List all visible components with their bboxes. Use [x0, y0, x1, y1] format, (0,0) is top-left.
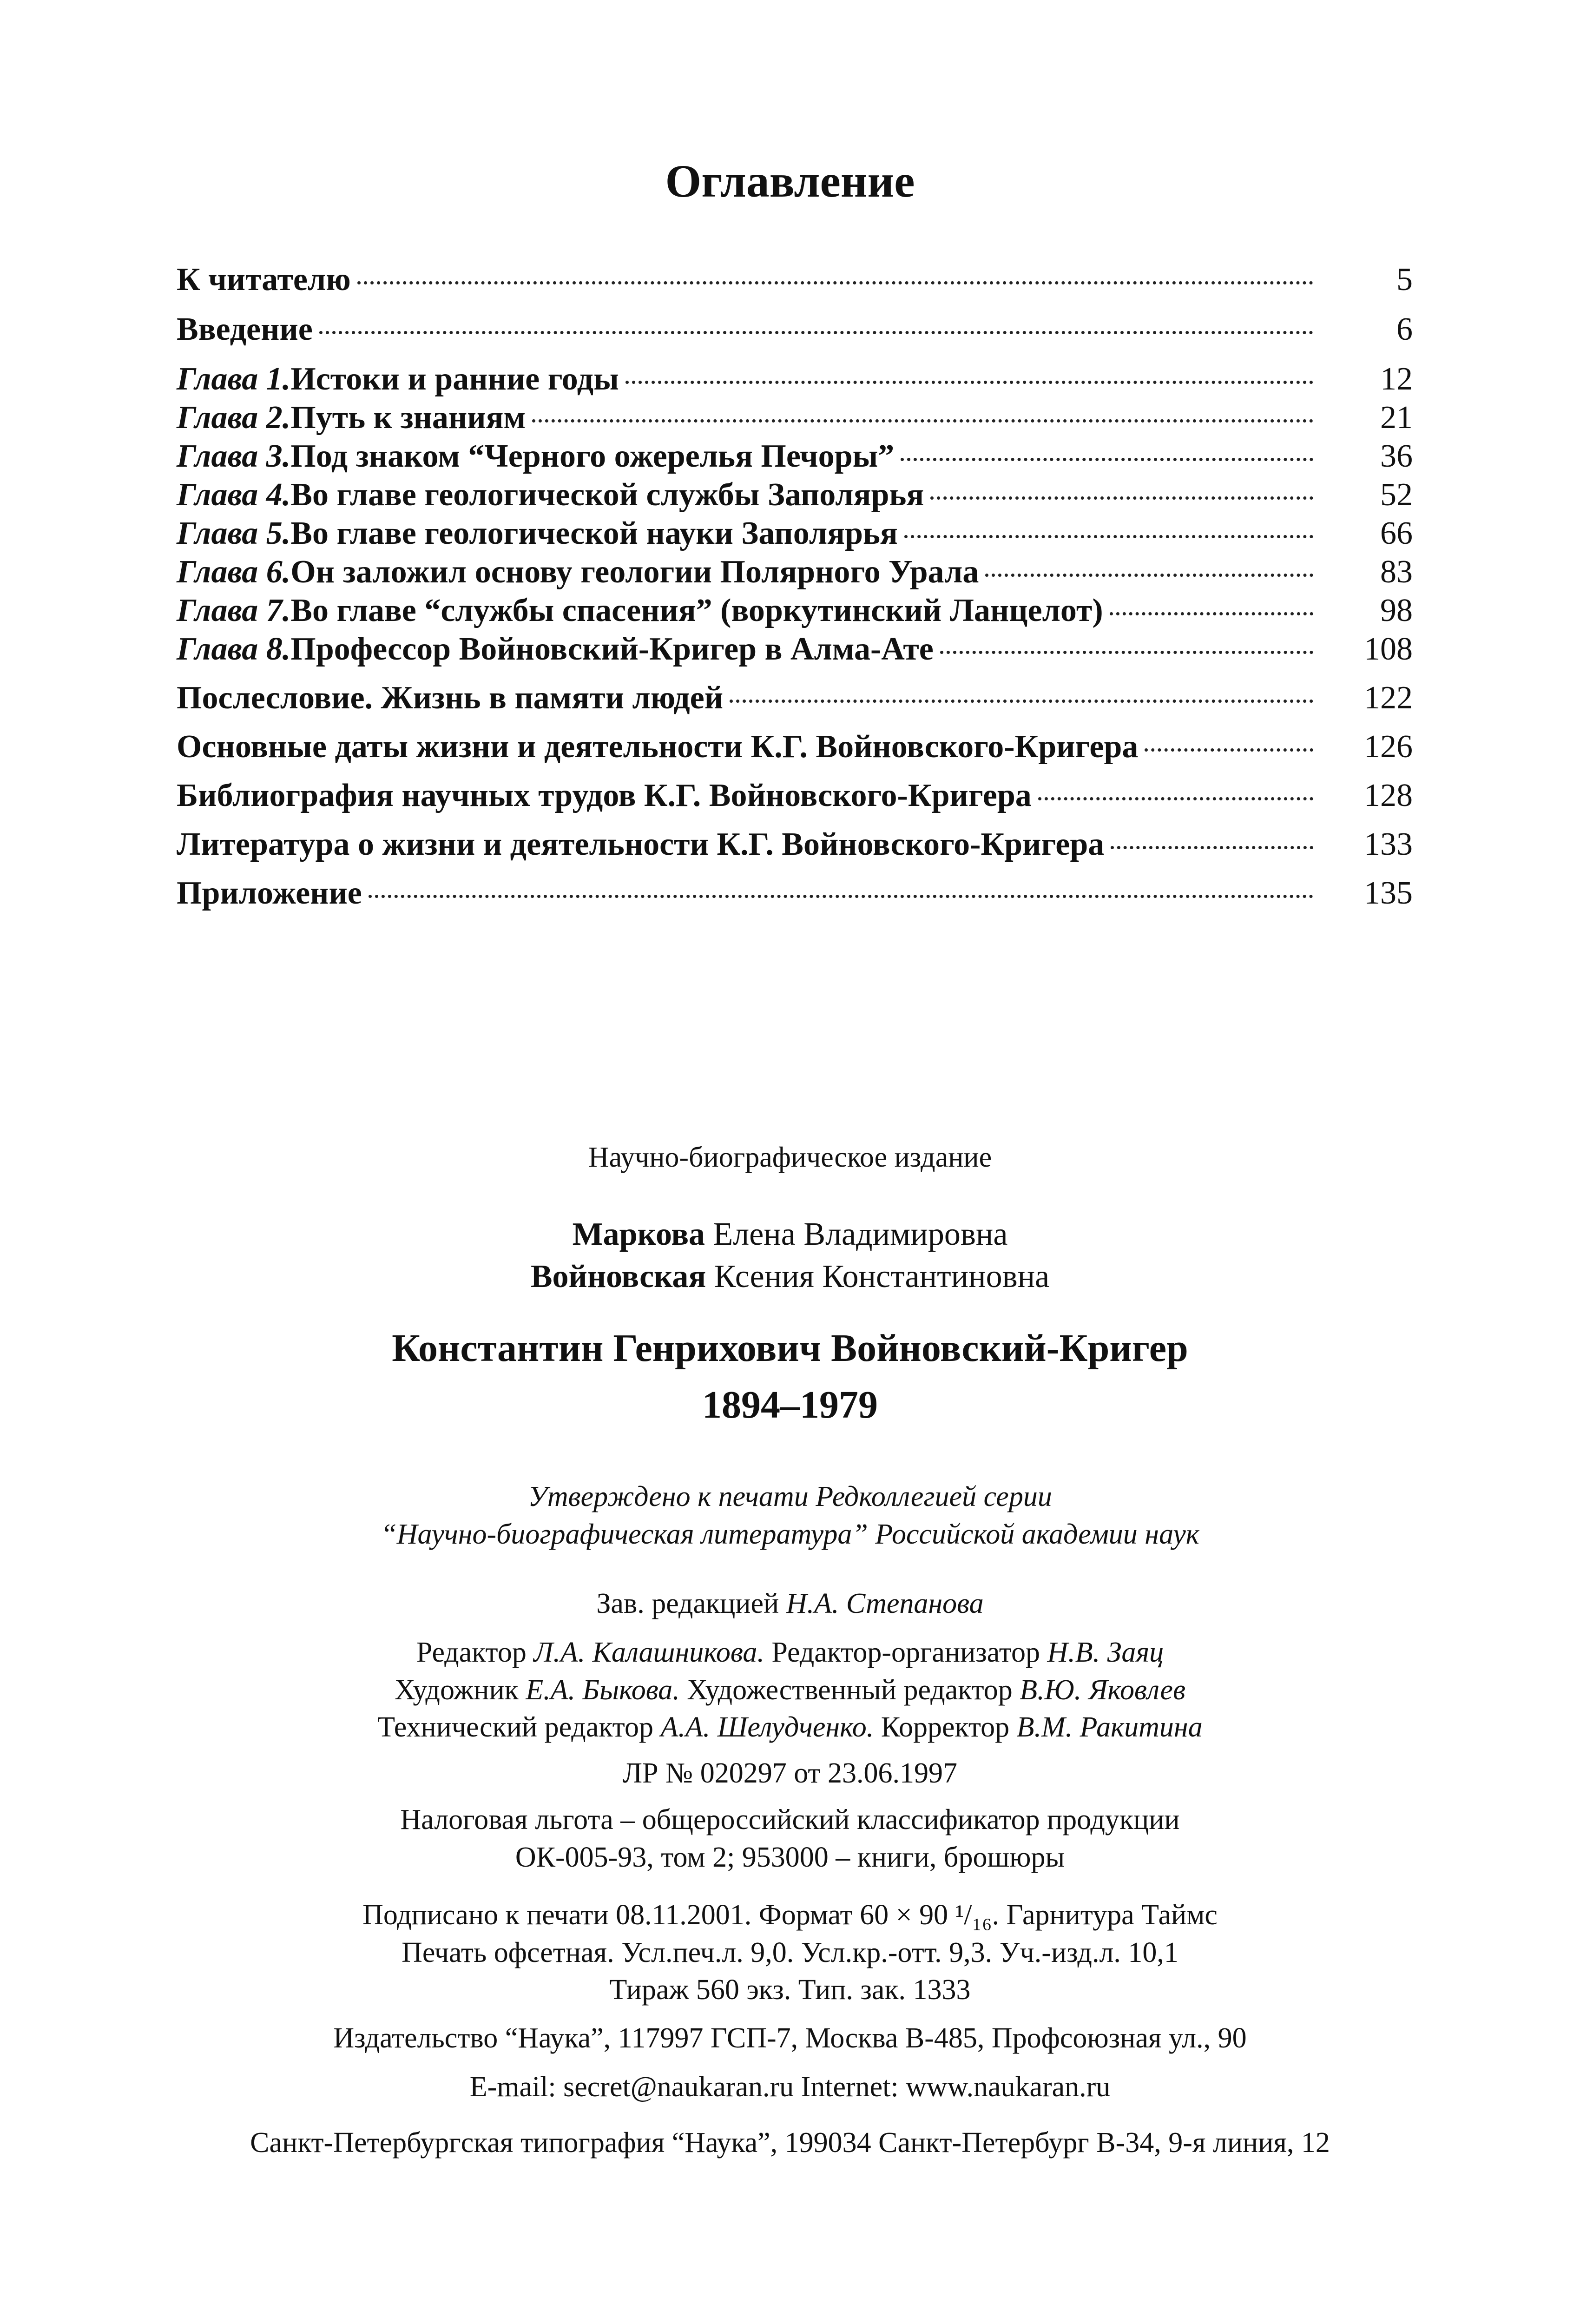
- toc-entry-page: 12: [1380, 361, 1413, 397]
- print-details: Подписано к печати 08.11.2001. Формат 60 × 90 ¹/₁₆. Гарнитура Таймс Печать офсетная. Усл.печ.л. 9,0. Усл.кр.-отт. 9,3. Уч.-изд.л. 10,1 Тираж 560 экз. Тип. зак. 1333: [362, 1899, 1218, 2006]
- dot-leader: [985, 574, 1313, 577]
- toc-entry-title: Литература о жизни и деятельности К.Г. Войновского-Кригера: [177, 826, 1105, 862]
- chapter-prefix: Глава 8.: [177, 631, 291, 667]
- toc-entry-page: 36: [1380, 438, 1413, 474]
- dot-leader: [1111, 846, 1313, 849]
- chapter-prefix: Глава 7.: [177, 593, 291, 628]
- toc-entry-title: Библиография научных трудов К.Г. Войновского-Кригера: [177, 778, 1032, 813]
- toc-entry: [177, 727, 1413, 766]
- edition-type: Научно-биографическое издание: [588, 1142, 992, 1173]
- chapter-prefix: Глава 6.: [177, 554, 291, 590]
- chapter-prefix: Глава 5.: [177, 515, 291, 551]
- chapter-prefix: Глава 4.: [177, 477, 291, 513]
- chapter-prefix: Глава 3.: [177, 438, 291, 474]
- dot-leader: [1145, 748, 1313, 752]
- author-2: Войновская Ксения Константиновна: [530, 1259, 1050, 1294]
- toc-entry-page: 126: [1364, 729, 1413, 765]
- toc-entry-title: Послесловие. Жизнь в памяти людей: [177, 680, 724, 716]
- book-title: Константин Генрихович Войновский-Кригер: [392, 1327, 1188, 1370]
- dot-leader: [1110, 612, 1313, 615]
- toc-heading: Оглавление: [665, 155, 915, 207]
- toc-entry: [177, 475, 1413, 514]
- toc-entry-page: 98: [1380, 593, 1413, 628]
- dot-leader: [901, 458, 1313, 461]
- dot-leader: [532, 419, 1313, 423]
- toc-entry-title: Во главе геологической службы Заполярья: [290, 477, 924, 513]
- license: ЛР № 020297 от 23.06.1997: [623, 1757, 957, 1789]
- editorial-staff: Редактор Л.А. Калашникова. Редактор-организатор Н.В. Заяц Художник Е.А. Быкова. Художественный редактор В.Ю. Яковлев Технический редактор А.А. Шелудченко. Корректор В.М. Ракитина: [377, 1637, 1203, 1743]
- toc-entry: [177, 679, 1413, 717]
- toc-entry: [177, 360, 1413, 398]
- table-of-contents: [177, 260, 1413, 912]
- head-of-office: Зав. редакцией Н.А. Степанова: [596, 1588, 984, 1619]
- approval-note: Утверждено к печати Редколлегией серии “Научно-биографическая литература” Российской академии наук: [381, 1481, 1199, 1550]
- chapter-prefix: Глава 1.: [177, 361, 291, 397]
- toc-entry: [177, 260, 1413, 299]
- dot-leader: [625, 381, 1313, 384]
- toc-entry-page: 83: [1380, 554, 1413, 590]
- toc-entry: [177, 776, 1413, 815]
- toc-entry-page: 108: [1364, 631, 1413, 667]
- toc-entry-title: Приложение: [177, 875, 362, 911]
- toc-entry-title: Во главе геологической науки Заполярья: [290, 515, 898, 551]
- toc-entry-title: К читателю: [177, 262, 351, 297]
- book-title-block: [0, 1320, 1580, 1433]
- dot-leader: [369, 895, 1313, 898]
- toc-entry: [177, 825, 1413, 864]
- toc-entry-page: 135: [1364, 875, 1413, 911]
- tax-note: Налоговая льгота – общероссийский классификатор продукции ОК-005-93, том 2; 953000 – книги, брошюры: [400, 1804, 1180, 1873]
- toc-entry: [177, 514, 1413, 553]
- toc-entry-title: Во главе “службы спасения” (воркутинский Ланцелот): [290, 593, 1103, 628]
- dot-leader: [904, 535, 1313, 538]
- dot-leader: [319, 331, 1313, 334]
- chapter-prefix: Глава 2.: [177, 400, 291, 436]
- toc-entry: [177, 591, 1413, 630]
- toc-entry-title: Под знаком “Черного ожерелья Печоры”: [290, 438, 895, 474]
- publisher-address: Издательство “Наука”, 117997 ГСП-7, Москва В-485, Профсоюзная ул., 90: [333, 2022, 1247, 2054]
- toc-entry-page: 128: [1364, 778, 1413, 813]
- toc-entry: [177, 874, 1413, 912]
- toc-entry: [177, 553, 1413, 591]
- toc-entry-page: 133: [1364, 826, 1413, 862]
- toc-entry-page: 21: [1380, 400, 1413, 436]
- toc-entry-page: 5: [1396, 262, 1413, 297]
- dot-leader: [357, 281, 1313, 284]
- printer-address: Санкт-Петербургская типография “Наука”, 199034 Санкт-Петербург В-34, 9-я линия, 12: [250, 2127, 1330, 2159]
- toc-entry-title: Профессор Войновский-Кригер в Алма-Ате: [290, 631, 934, 667]
- toc-entry-title: Введение: [177, 311, 313, 347]
- toc-entry-page: 52: [1380, 477, 1413, 513]
- publisher-contacts: E-mail: secret@naukaran.ru Internet: www.naukaran.ru: [469, 2071, 1111, 2103]
- toc-entry: [177, 437, 1413, 475]
- book-years: 1894–1979: [702, 1383, 878, 1426]
- authors: [0, 1213, 1580, 1298]
- toc-entry: [177, 398, 1413, 437]
- dot-leader: [1038, 797, 1313, 800]
- dot-leader: [730, 700, 1313, 703]
- author-1: Маркова Елена Владимировна: [572, 1216, 1008, 1252]
- toc-entry-title: Истоки и ранние годы: [290, 361, 619, 397]
- toc-entry-page: 122: [1364, 680, 1413, 716]
- toc-entry-title: Основные даты жизни и деятельности К.Г. Войновского-Кригера: [177, 729, 1139, 765]
- toc-entry-title: Он заложил основу геологии Полярного Урала: [290, 554, 979, 590]
- toc-entry: [177, 310, 1413, 349]
- toc-entry-title: Путь к знаниям: [290, 400, 526, 436]
- toc-entry-page: 66: [1380, 515, 1413, 551]
- toc-entry-page: 6: [1396, 311, 1413, 347]
- dot-leader: [940, 651, 1313, 654]
- dot-leader: [930, 496, 1313, 500]
- toc-entry: [177, 630, 1413, 668]
